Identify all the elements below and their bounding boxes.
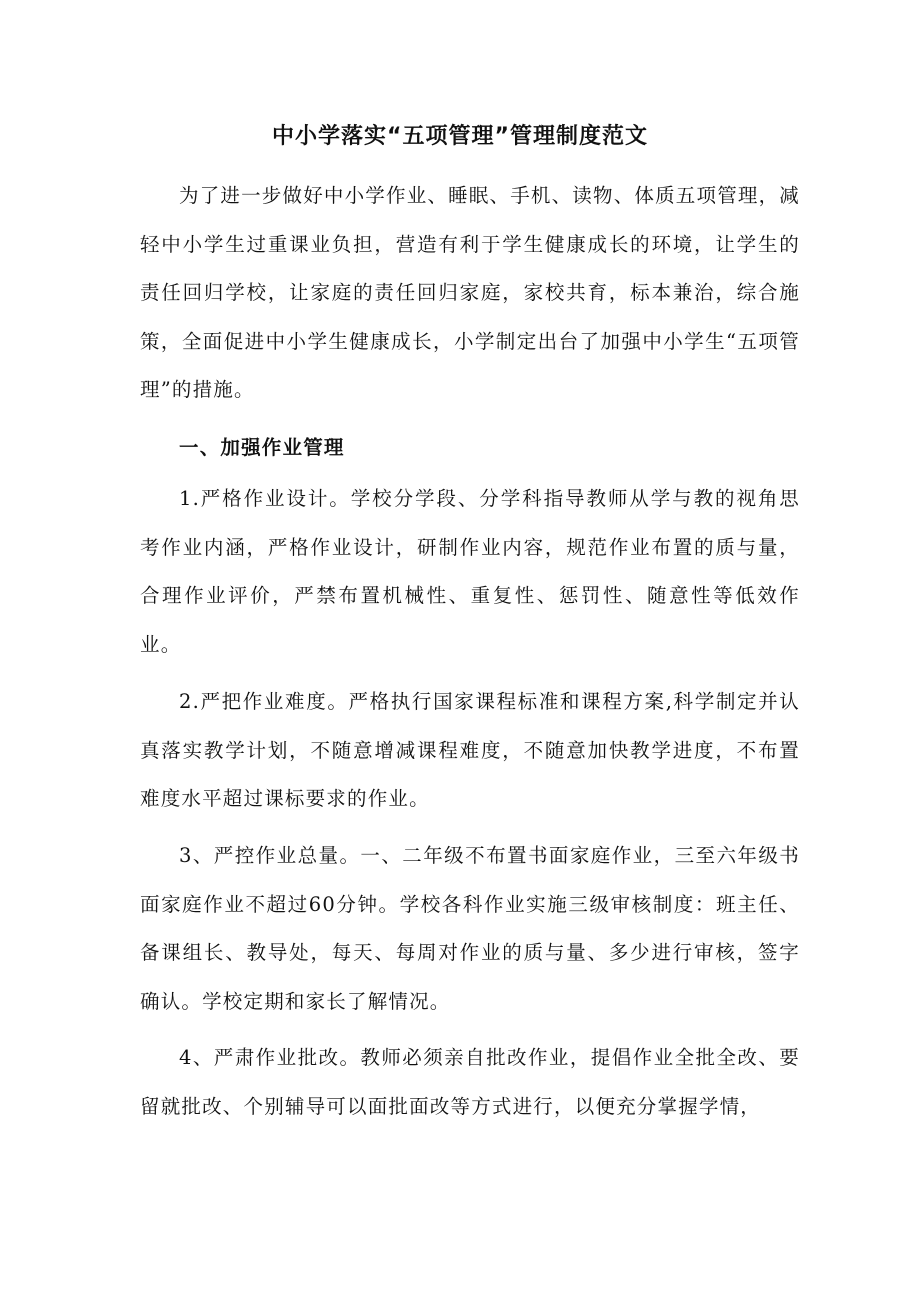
paragraph-item-2: 2.严把作业难度。严格执行国家课程标准和课程方案,科学制定并认真落实教学计划，不随意增减课程难度，不随意加快教学进度，不布置难度水平超过课标要求的作业。 [140, 690, 800, 810]
paragraph-item-4: 4、严肃作业批改。教师必须亲自批改作业，提倡作业全批全改、要留就批改、个别辅导可以面批面改等方式进行，以便充分掌握学情， [140, 1046, 800, 1118]
intro-paragraph: 为了进一步做好中小学作业、睡眠、手机、读物、体质五项管理，减轻中小学生过重课业负担，营造有利于学生健康成长的环境，让学生的责任回归学校，让家庭的责任回归家庭，家校共育，标本兼治，综合施策，全面促进中小学生健康成长，小学制定出台了加强中小学生“五项管理”的措施。 [140, 184, 801, 401]
section-heading-homework: 一、加强作业管理 [179, 436, 345, 459]
document-title: 中小学落实“五项管理”管理制度范文 [272, 124, 648, 149]
paragraph-item-3: 3、严控作业总量。一、二年级不布置书面家庭作业，三至六年级书面家庭作业不超过60分钟。学校各科作业实施三级审核制度：班主任、备课组长、教导处，每天、每周对作业的质与量、多少进行审核，签字确认。学校定期和家长了解情况。 [140, 844, 800, 1013]
paragraph-item-1: 1.严格作业设计。学校分学段、分学科指导教师从学与教的视角思考作业内涵，严格作业设计，研制作业内容，规范作业布置的质与量，合理作业评价，严禁布置机械性、重复性、惩罚性、随意性等低效作业。 [140, 487, 800, 656]
